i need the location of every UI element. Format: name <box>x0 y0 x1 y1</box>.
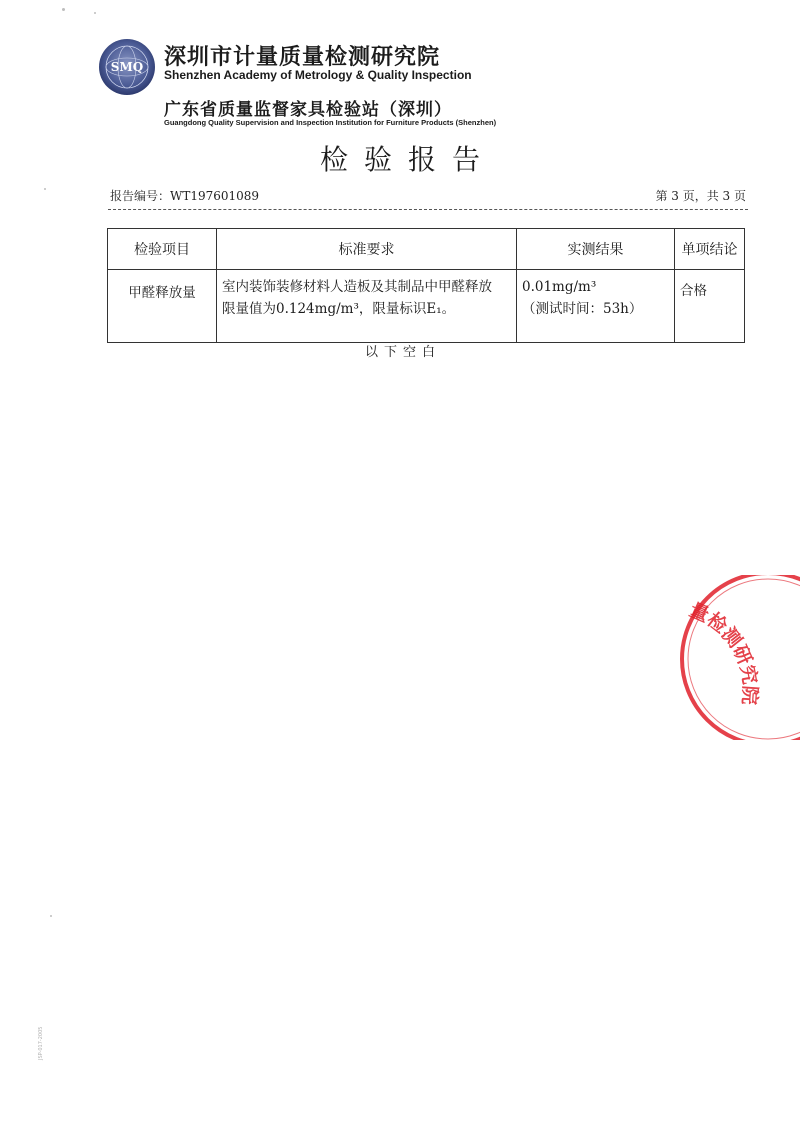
cell-requirement <box>217 270 517 343</box>
station-name-cn: 广东省质量监督家具检验站（深圳） <box>164 100 452 120</box>
form-code-mark: JSP-017-2005 <box>38 1026 44 1060</box>
logo-text: SMQ <box>110 60 144 74</box>
header-divider <box>108 209 748 210</box>
scan-speck <box>50 915 52 917</box>
header-test-item: 检验项目 <box>108 229 217 270</box>
test-results-table <box>107 228 745 343</box>
result-test-time: （测试时间：53h） <box>522 301 643 317</box>
organization-name-en: Shenzhen Academy of Metrology & Quality Inspection <box>164 68 472 82</box>
report-number: 报告编号：WT197601089 <box>110 189 260 203</box>
page-number: 第 3 页，共 3 页 <box>655 189 746 203</box>
requirement-line-2: 限量值为0.124mg/m³，限量标识E₁。 <box>222 301 456 317</box>
scan-speck <box>94 12 96 14</box>
header-verdict: 单项结论 <box>675 229 745 270</box>
smq-logo-icon <box>98 38 156 96</box>
blank-below-note: 以下空白 <box>364 345 441 360</box>
cell-test-item: 甲醛释放量 <box>108 270 217 343</box>
scan-speck <box>44 188 46 190</box>
header-result: 实测结果 <box>517 229 675 270</box>
table-row <box>108 270 745 343</box>
report-title: 检验报告 <box>319 143 496 176</box>
stamp-text: 量检测研究院 <box>686 598 761 706</box>
organization-name-cn: 深圳市计量质量检测研究院 <box>164 45 441 70</box>
cell-verdict: 合格 <box>675 270 745 343</box>
cell-result <box>517 270 675 343</box>
official-seal-stamp <box>640 575 800 740</box>
table-header-row <box>108 229 745 270</box>
result-value: 0.01mg/m³ <box>522 279 597 295</box>
scan-speck <box>62 8 65 11</box>
requirement-line-1: 室内装饰装修材料人造板及其制品中甲醛释放 <box>222 279 492 295</box>
station-name-en: Guangdong Quality Supervision and Inspection Institution for Furniture Products (Shenzhen) <box>164 118 497 127</box>
header-requirement: 标准要求 <box>217 229 517 270</box>
